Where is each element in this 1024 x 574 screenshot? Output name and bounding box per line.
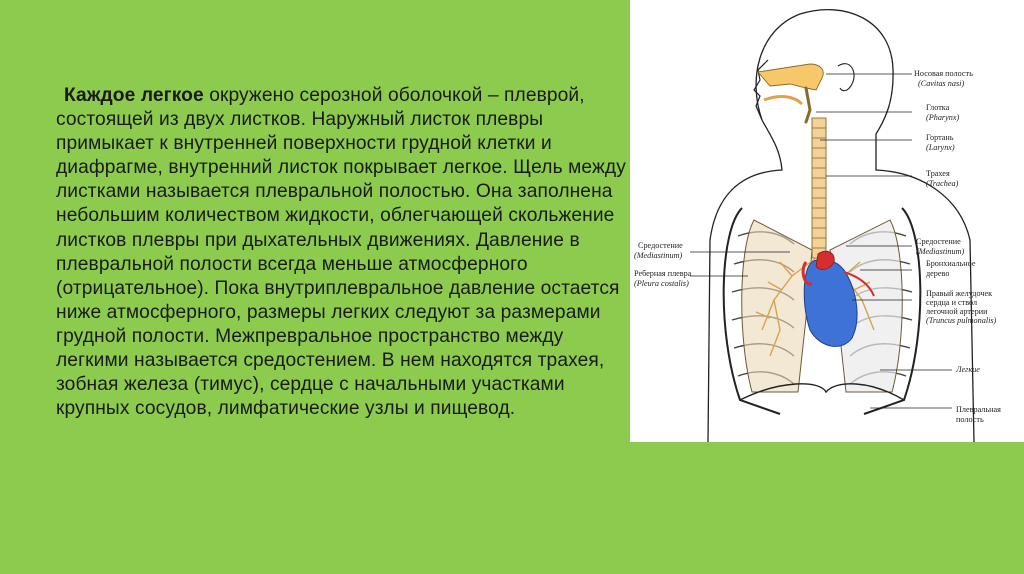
label-pleural-cavity-line2: полость [956,415,984,424]
label-bronchial-tree-line1: Бронхиальное [926,259,976,268]
label-costal-pleura-ru: Реберная плевра [634,269,692,278]
label-mediastinum-right-ru: Средостение [916,237,961,246]
label-nasal-cavity [914,69,973,88]
label-bronchial-tree-line2: дерево [926,269,950,278]
label-mediastinum-left [634,241,683,260]
label-pharynx-lat: (Pharynx) [926,113,960,122]
label-right-ventricle-line4: (Truncus pulmonalis) [926,316,997,325]
label-right-ventricle-line3: легочной артерии [926,307,988,316]
label-costal-pleura [634,269,692,288]
respiratory-system-figure [630,0,1024,442]
label-larynx [926,133,955,152]
label-larynx-ru: Гортань [926,133,954,142]
label-nasal-cavity-ru: Носовая полость [914,69,973,78]
label-right-ventricle [926,289,997,325]
label-nasal-cavity-lat: (Cavitas nasi) [918,79,965,88]
label-bronchial-tree [926,259,976,278]
main-text [56,84,626,421]
label-pharynx [926,103,959,122]
label-larynx-lat: (Larynx) [926,143,955,152]
label-lungs-ru: Легкие [956,365,980,374]
label-pleural-cavity [956,405,1001,424]
label-lungs [955,365,980,374]
body-text: окружено серозной оболочкой – плеврой, состоящей из двух листков. Наружный листок плевры примыкает к внутренней поверхности грудной клетки и диафрагме, внутренний листок покрывает легкое. Щель между листками называется плевральной полостью. Она заполнена небольшим количеством жидкости, облегчающей скольжение листков плевры при дыхательных движениях. Давление в плевральной полости всегда меньше атмосферного (отрицательное). Пока внутриплевральное давление остается ниже атмосферного, размеры легких следуют за размерами грудной полости. Межпревральное пространство между легкими называется средостением. В нем находятся трахея, зобная железа (тимус), сердце с начальными участками крупных сосудов, лимфатические узлы и пищевод. [56,85,626,420]
label-mediastinum-right-lat: (Mediastinum) [916,247,965,256]
label-pharynx-ru: Глотка [926,103,950,112]
label-trachea [926,169,959,188]
label-right-ventricle-line1: Правый желудочек [926,289,993,298]
label-mediastinum-left-lat: (Mediastinum) [634,251,683,260]
label-costal-pleura-lat: (Pleura costalis) [634,279,689,288]
label-mediastinum-right [916,237,964,256]
label-pleural-cavity-line1: Плевральная [956,405,1001,414]
label-trachea-lat: (Trachea) [926,179,959,188]
respiratory-diagram [630,0,1024,442]
label-mediastinum-left-ru: Средостение [638,241,683,250]
label-right-ventricle-line2: сердца и ствол [926,298,978,307]
label-trachea-ru: Трахея [926,169,950,178]
lead-phrase: Каждое легкое [64,85,204,106]
